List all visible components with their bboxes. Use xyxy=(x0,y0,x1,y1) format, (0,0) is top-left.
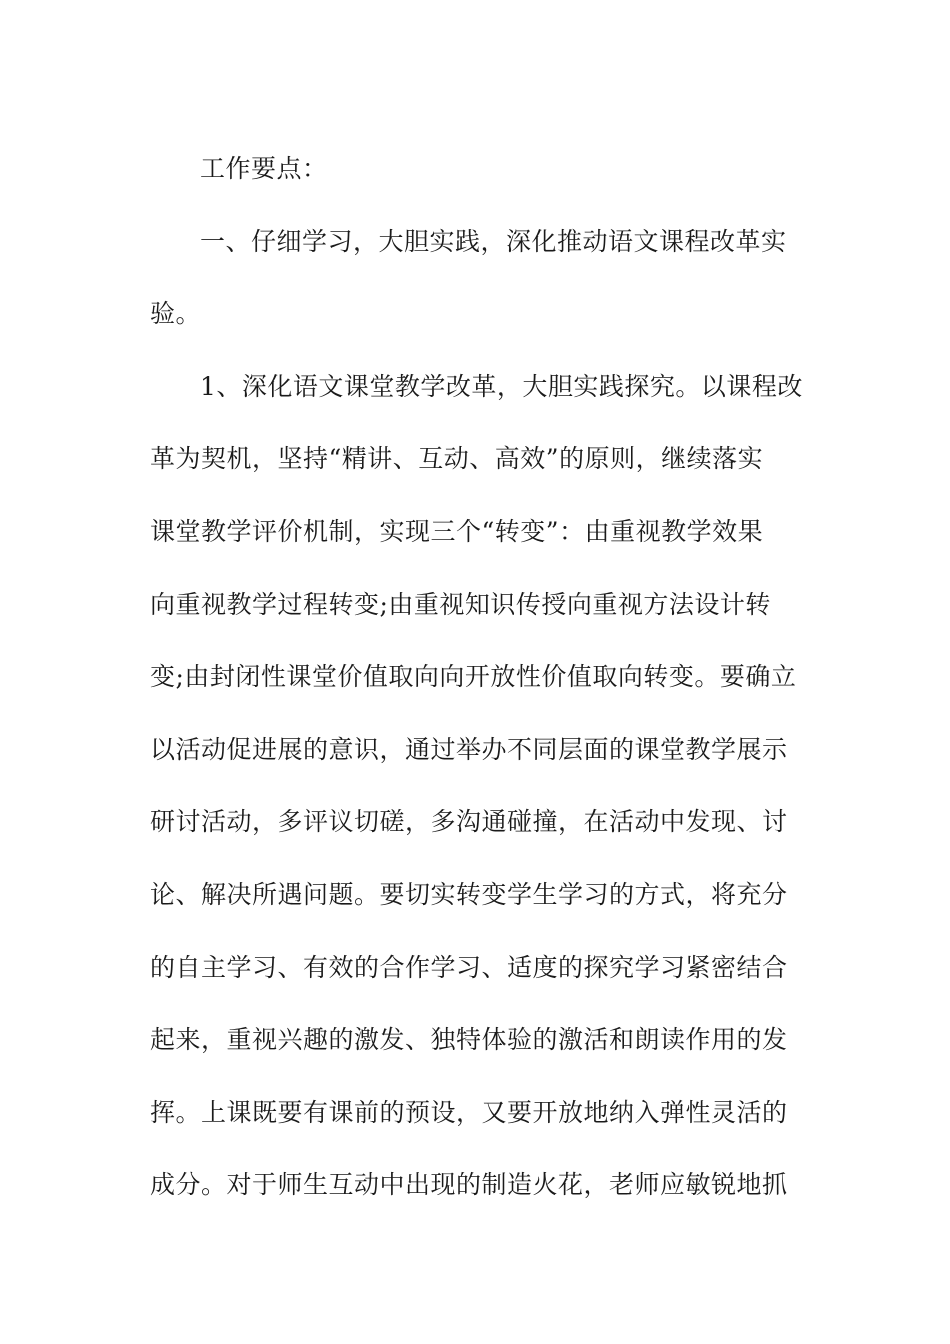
paragraph-line: 向重视教学过程转变;由重视知识传授向重视方法设计转 xyxy=(150,589,771,619)
paragraph-line: 1、深化语文课堂教学改革，大胆实践探究。以课程改 xyxy=(200,371,803,401)
paragraph-line: 论、解决所遇问题。要切实转变学生学习的方式，将充分 xyxy=(150,879,788,909)
document-body xyxy=(150,133,805,1222)
heading-work-points: 工作要点： xyxy=(200,154,328,183)
paragraph-line: 课堂教学评价机制，实现三个“转变”：由重视教学效果 xyxy=(150,516,764,546)
paragraph-line: 起来，重视兴趣的激发、独特体验的激活和朗读作用的发 xyxy=(150,1025,788,1055)
paragraph-line: 革为契机，坚持“精讲、互动、高效”的原则，继续落实 xyxy=(150,444,764,474)
section-1-heading-line-2: 验。 xyxy=(150,299,202,329)
paragraph-line: 挥。上课既要有课前的预设，又要开放地纳入弹性灵活的 xyxy=(150,1097,788,1127)
paragraph-line: 变;由封闭性课堂价值取向向开放性价值取向转变。要确立 xyxy=(150,662,797,692)
section-1-heading-line-1: 一、仔细学习，大胆实践，深化推动语文课程改革实 xyxy=(200,226,787,256)
paragraph-line: 以活动促进展的意识，通过举办不同层面的课堂教学展示 xyxy=(150,734,788,764)
paragraph-line: 的自主学习、有效的合作学习、适度的探究学习紧密结合 xyxy=(150,952,788,982)
paragraph-line: 成分。对于师生互动中出现的制造火花，老师应敏锐地抓 xyxy=(150,1170,788,1200)
paragraph-line: 研讨活动，多评议切磋，多沟通碰撞，在活动中发现、讨 xyxy=(150,807,788,837)
